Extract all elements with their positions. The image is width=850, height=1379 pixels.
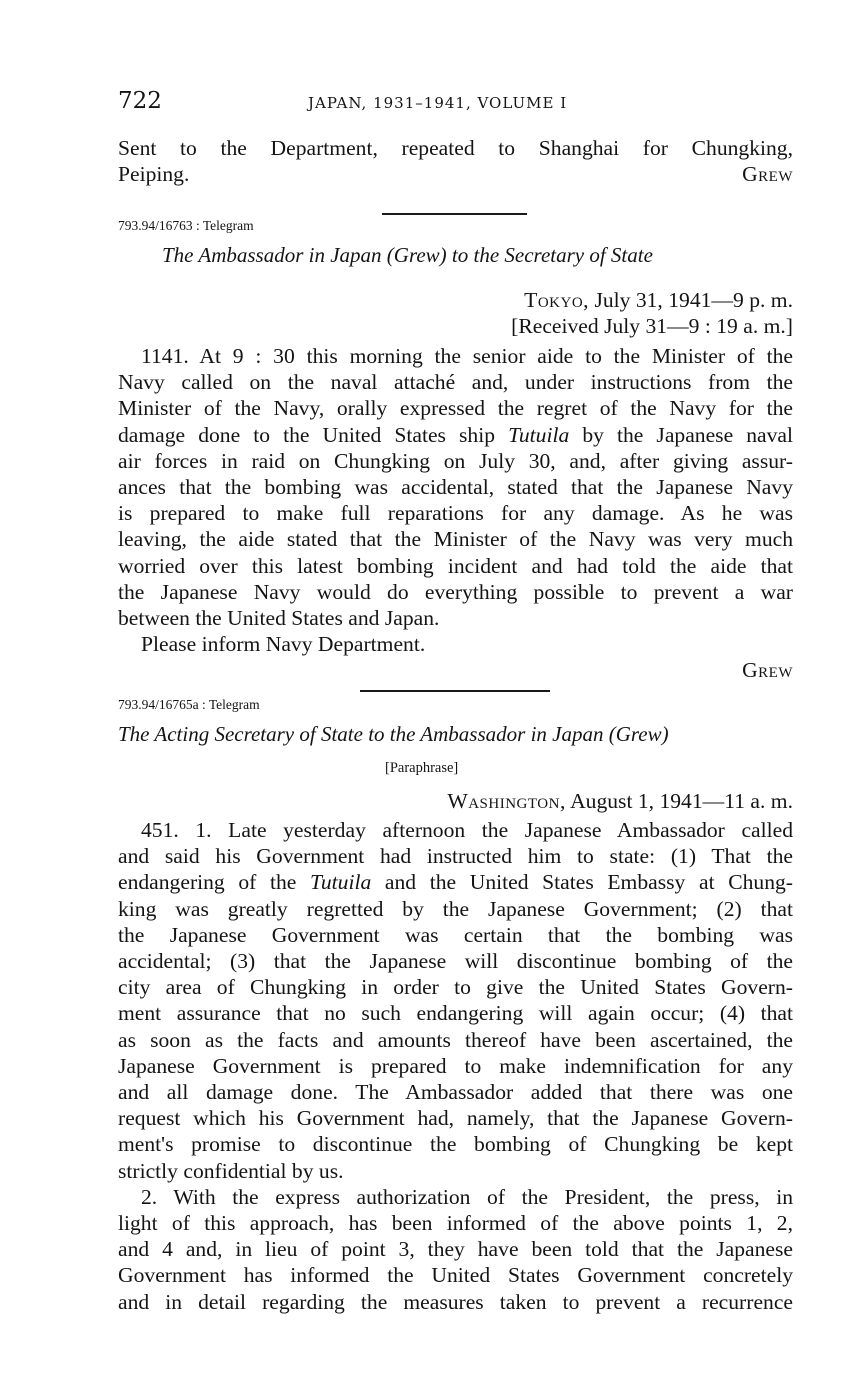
text-line: city area of Chungking in order to give the United States Govern- bbox=[118, 975, 793, 1000]
text-line: air forces in raid on Chungking on July 30, and, after giving assur- bbox=[118, 448, 793, 473]
text-line: and all damage done. The Ambassador added that there was one bbox=[118, 1080, 793, 1105]
section-divider bbox=[382, 213, 527, 215]
text-line: accidental; (3) that the Japanese will discontinue bombing of the bbox=[118, 949, 793, 974]
paragraph: Please inform Navy Department. bbox=[141, 632, 426, 657]
text-line: is prepared to make full reparations for any damage. As he was bbox=[118, 501, 793, 526]
text-line: ances that the bombing was accidental, stated that the Japanese Navy bbox=[118, 475, 793, 500]
date: July 31, 1941—9 p. m. bbox=[589, 288, 793, 312]
text-line: 1141. At 9 : 30 this morning the senior aide to the Minister of the bbox=[141, 344, 793, 368]
text-line: Navy called on the naval attaché and, under instructions from the bbox=[118, 370, 793, 395]
signature: Grew bbox=[742, 162, 793, 187]
ship-name: Tutuila bbox=[508, 422, 570, 447]
text-line: damage done to the United States ship Tutuila by the Japanese naval bbox=[118, 422, 793, 447]
text-line: as soon as the facts and amounts thereof have been ascertained, the bbox=[118, 1027, 793, 1052]
date: August 1, 1941—11 a. m. bbox=[565, 789, 793, 813]
text-line: light of this approach, has been informed of the above points 1, 2, bbox=[118, 1211, 793, 1236]
place: Tokyo, bbox=[524, 288, 590, 312]
section-divider bbox=[360, 690, 550, 692]
page-header bbox=[118, 88, 793, 118]
file-reference: 793.94/16765a : Telegram bbox=[118, 697, 260, 712]
text-line: and 4 and, in lieu of point 3, they have been told that the Japanese bbox=[118, 1237, 793, 1262]
text-line: and said his Government had instructed him to state: (1) That the bbox=[118, 844, 793, 869]
text-line: the Japanese Government was certain that the bombing was bbox=[118, 922, 793, 947]
telegram-body bbox=[118, 343, 793, 657]
place: Washington, bbox=[447, 789, 566, 813]
file-reference: 793.94/16763 : Telegram bbox=[118, 218, 254, 233]
text-line: ment's promise to discontinue the bombing of Chungking be kept bbox=[118, 1132, 793, 1157]
dateline bbox=[118, 788, 793, 814]
ship-name: Tutuila bbox=[310, 870, 372, 895]
received-line: [Received July 31—9 : 19 a. m.] bbox=[511, 314, 793, 338]
dateline bbox=[118, 287, 793, 313]
text-line: Sent to the Department, repeated to Shanghai for Chungking, bbox=[118, 136, 793, 160]
text-line: Government has informed the United States Government concretely bbox=[118, 1263, 793, 1288]
paragraph bbox=[118, 1184, 793, 1315]
page-number: 722 bbox=[118, 88, 162, 114]
running-title: JAPAN, 1931–1941, VOLUME I bbox=[308, 94, 568, 112]
subtitle: [Paraphrase] bbox=[385, 760, 459, 776]
text-line: the Japanese Navy would do everything possible to prevent a war bbox=[118, 579, 793, 604]
paragraph bbox=[118, 817, 793, 1158]
text-line: leaving, the aide stated that the Minister of the Navy was very much bbox=[118, 527, 793, 552]
text-line: request which his Government had, namely, that the Japanese Govern- bbox=[118, 1106, 793, 1131]
text-line: and in detail regarding the measures taken to prevent a recurrence bbox=[118, 1289, 793, 1314]
text-line: 2. With the express authorization of the President, the press, in bbox=[141, 1184, 793, 1209]
text-line: worried over this latest bombing incident and had told the aide that bbox=[118, 553, 793, 578]
document-title: The Ambassador in Japan (Grew) to the Secretary of State bbox=[162, 243, 653, 267]
text-line: between the United States and Japan. bbox=[118, 606, 440, 631]
text-line: 451. 1. Late yesterday afternoon the Japanese Ambassador called bbox=[141, 818, 793, 842]
text-line: strictly confidential by us. bbox=[118, 1158, 344, 1183]
telegram-body bbox=[118, 817, 793, 1315]
previous-document-ending bbox=[118, 135, 793, 187]
document-title: The Acting Secretary of State to the Ambassador in Japan (Grew) bbox=[118, 722, 669, 746]
text-line: Minister of the Navy, orally expressed the regret of the Navy for the bbox=[118, 396, 793, 421]
signature: Grew bbox=[742, 658, 793, 682]
text-line: king was greatly regretted by the Japanese Government; (2) that bbox=[118, 896, 793, 921]
text-line: Japanese Government is prepared to make indemnification for any bbox=[118, 1053, 793, 1078]
text-line: Peiping. bbox=[118, 162, 190, 187]
text-line: ment assurance that no such endangering will again occur; (4) that bbox=[118, 1001, 793, 1026]
text-line: endangering of the Tutuila and the United States Embassy at Chung- bbox=[118, 870, 793, 895]
paragraph bbox=[118, 343, 793, 605]
